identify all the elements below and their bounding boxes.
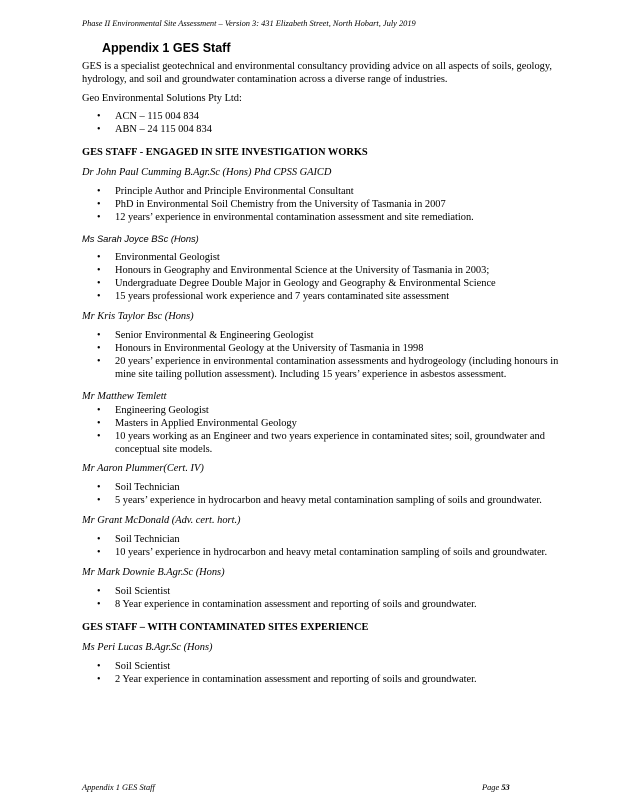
page-title: Appendix 1 GES Staff [102, 41, 231, 55]
page-footer-title: Appendix 1 GES Staff [82, 783, 155, 792]
staff-details-list [97, 533, 563, 559]
page-number-value: 53 [501, 783, 510, 792]
list-item: • Honours in Geography and Environmental Science at the University of Tasmania in 2003; [97, 264, 563, 277]
staff-name: Mr Matthew Temlett [82, 391, 167, 402]
list-item: • Soil Technician [97, 481, 563, 494]
list-item: • 15 years professional work experience and 7 years contaminated site assessment [97, 290, 563, 303]
page-number-label: Page [482, 783, 500, 792]
section-heading-site-investigation: GES STAFF - ENGAGED IN SITE INVESTIGATION WORKS [82, 147, 368, 158]
page-number [482, 783, 510, 792]
staff-details-list [97, 251, 563, 303]
staff-name: Mr Aaron Plummer(Cert. IV) [82, 463, 204, 474]
staff-details-list [97, 660, 563, 686]
staff-details-list [97, 585, 563, 611]
list-item: • 12 years’ experience in environmental contamination assessment and site remediation. [97, 211, 563, 224]
staff-name: Mr Mark Downie B.Agr.Sc (Hons) [82, 567, 225, 578]
list-item: • Undergraduate Degree Double Major in Geology and Geography & Environmental Science [97, 277, 563, 290]
list-item: • 10 years’ experience in hydrocarbon and heavy metal contamination sampling of soils and groundwater. [97, 546, 563, 559]
list-item: • 20 years’ experience in environmental contamination assessments and hydrogeology (including honours in mine site tailing pollution assessment). Including 15 years’ experience in asbestos assessment. [97, 355, 563, 381]
list-item: • PhD in Environmental Soil Chemistry from the University of Tasmania in 2007 [97, 198, 563, 211]
company-id-list [97, 110, 563, 136]
list-item: • Environmental Geologist [97, 251, 563, 264]
list-item: • 10 years working as an Engineer and two years experience in contaminated sites; soil, groundwater and conceptual site models. [97, 430, 563, 456]
staff-name: Mr Kris Taylor Bsc (Hons) [82, 311, 194, 322]
list-item: • Engineering Geologist [97, 404, 563, 417]
company-name: Geo Environmental Solutions Pty Ltd: [82, 93, 242, 104]
list-item: • ACN – 115 004 834 [97, 110, 563, 123]
staff-details-list [97, 329, 563, 381]
staff-details-list [97, 185, 563, 224]
list-item: • 5 years’ experience in hydrocarbon and heavy metal contamination sampling of soils and groundwater. [97, 494, 563, 507]
staff-name: Dr John Paul Cumming B.Agr.Sc (Hons) Phd CPSS GAICD [82, 167, 332, 178]
staff-name: Ms Sarah Joyce BSc (Hons) [82, 234, 199, 244]
list-item: • 8 Year experience in contamination assessment and reporting of soils and groundwater. [97, 598, 563, 611]
staff-details-list [97, 481, 563, 507]
list-item: • Soil Technician [97, 533, 563, 546]
list-item: • Soil Scientist [97, 660, 563, 673]
list-item: • Masters in Applied Environmental Geology [97, 417, 563, 430]
list-item: • ABN – 24 115 004 834 [97, 123, 563, 136]
staff-name: Ms Peri Lucas B.Agr.Sc (Hons) [82, 642, 213, 653]
section-heading-contaminated-sites: GES STAFF – WITH CONTAMINATED SITES EXPERIENCE [82, 622, 369, 633]
list-item: • Senior Environmental & Engineering Geologist [97, 329, 563, 342]
list-item: • Honours in Environmental Geology at the University of Tasmania in 1998 [97, 342, 563, 355]
list-item: • Principle Author and Principle Environmental Consultant [97, 185, 563, 198]
list-item: • 2 Year experience in contamination assessment and reporting of soils and groundwater. [97, 673, 563, 686]
list-item: • Soil Scientist [97, 585, 563, 598]
intro-paragraph: GES is a specialist geotechnical and environmental consultancy providing advice on all aspects of soils, geology, hydrology, and soil and groundwater contamination across a diverse range of industries. [82, 61, 552, 85]
page-header: Phase II Environmental Site Assessment – Version 3: 431 Elizabeth Street, North Hobart, July 2019 [82, 19, 416, 28]
staff-details-list [97, 404, 563, 456]
staff-name: Mr Grant McDonald (Adv. cert. hort.) [82, 515, 241, 526]
